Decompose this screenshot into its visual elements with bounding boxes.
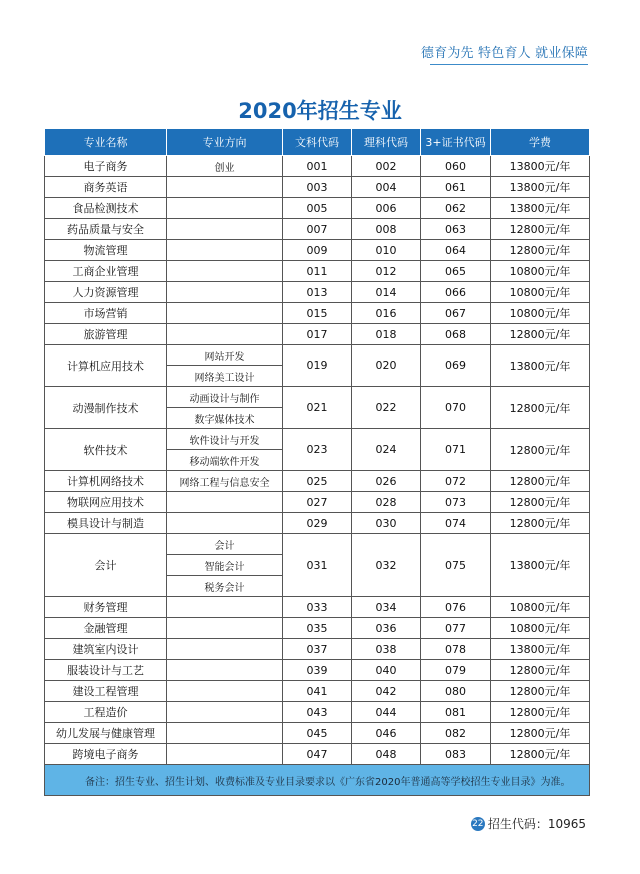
header-divider bbox=[430, 64, 588, 65]
major-name-cell: 市场营销 bbox=[45, 303, 167, 324]
arts-code-cell: 011 bbox=[283, 261, 352, 282]
fee-cell: 12800元/年 bbox=[491, 219, 590, 240]
cert-code-cell: 082 bbox=[421, 723, 491, 744]
major-name-cell: 建筑室内设计 bbox=[45, 639, 167, 660]
direction-cell bbox=[167, 282, 283, 303]
science-code-cell: 032 bbox=[352, 534, 421, 597]
cert-code-cell: 071 bbox=[421, 429, 491, 471]
direction-cell bbox=[167, 324, 283, 345]
direction-cell: 税务会计 bbox=[167, 576, 283, 597]
direction-cell bbox=[167, 702, 283, 723]
admission-code: 招生代码：10965 bbox=[487, 817, 586, 831]
major-name-cell: 商务英语 bbox=[45, 177, 167, 198]
arts-code-cell: 039 bbox=[283, 660, 352, 681]
table-row bbox=[45, 177, 590, 198]
cert-code-cell: 077 bbox=[421, 618, 491, 639]
fee-cell: 12800元/年 bbox=[491, 387, 590, 429]
major-name-cell: 计算机应用技术 bbox=[45, 345, 167, 387]
table-note: 备注：招生专业、招生计划、收费标准及专业目录要求以《广东省2020年普通高等学校招生专业目录》为准。 bbox=[45, 765, 590, 796]
table-body bbox=[45, 156, 590, 765]
table-row bbox=[45, 387, 590, 408]
direction-cell bbox=[167, 261, 283, 282]
direction-cell bbox=[167, 240, 283, 261]
table-row bbox=[45, 198, 590, 219]
direction-cell bbox=[167, 303, 283, 324]
direction-cell: 移动端软件开发 bbox=[167, 450, 283, 471]
major-name-cell: 电子商务 bbox=[45, 156, 167, 177]
cert-code-cell: 080 bbox=[421, 681, 491, 702]
table-row bbox=[45, 492, 590, 513]
table-row bbox=[45, 702, 590, 723]
arts-code-cell: 019 bbox=[283, 345, 352, 387]
cert-code-cell: 072 bbox=[421, 471, 491, 492]
cert-code-cell: 062 bbox=[421, 198, 491, 219]
col-header-arts-code: 文科代码 bbox=[283, 129, 352, 156]
science-code-cell: 006 bbox=[352, 198, 421, 219]
science-code-cell: 040 bbox=[352, 660, 421, 681]
fee-cell: 10800元/年 bbox=[491, 597, 590, 618]
science-code-cell: 020 bbox=[352, 345, 421, 387]
page-footer bbox=[471, 815, 586, 832]
table-row bbox=[45, 282, 590, 303]
cert-code-cell: 061 bbox=[421, 177, 491, 198]
fee-cell: 13800元/年 bbox=[491, 345, 590, 387]
table-row bbox=[45, 324, 590, 345]
fee-cell: 12800元/年 bbox=[491, 492, 590, 513]
direction-cell: 创业 bbox=[167, 156, 283, 177]
col-header-science-code: 理科代码 bbox=[352, 129, 421, 156]
major-name-cell: 物流管理 bbox=[45, 240, 167, 261]
col-header-fee: 学费 bbox=[491, 129, 590, 156]
science-code-cell: 002 bbox=[352, 156, 421, 177]
science-code-cell: 046 bbox=[352, 723, 421, 744]
major-name-cell: 模具设计与制造 bbox=[45, 513, 167, 534]
science-code-cell: 014 bbox=[352, 282, 421, 303]
direction-cell: 动画设计与制作 bbox=[167, 387, 283, 408]
fee-cell: 12800元/年 bbox=[491, 723, 590, 744]
science-code-cell: 008 bbox=[352, 219, 421, 240]
cert-code-cell: 067 bbox=[421, 303, 491, 324]
cert-code-cell: 078 bbox=[421, 639, 491, 660]
table-row bbox=[45, 261, 590, 282]
direction-cell bbox=[167, 177, 283, 198]
major-name-cell: 计算机网络技术 bbox=[45, 471, 167, 492]
col-header-cert-code: 3+证书代码 bbox=[421, 129, 491, 156]
cert-code-cell: 076 bbox=[421, 597, 491, 618]
cert-code-cell: 063 bbox=[421, 219, 491, 240]
fee-cell: 13800元/年 bbox=[491, 198, 590, 219]
arts-code-cell: 001 bbox=[283, 156, 352, 177]
science-code-cell: 044 bbox=[352, 702, 421, 723]
arts-code-cell: 017 bbox=[283, 324, 352, 345]
major-name-cell: 物联网应用技术 bbox=[45, 492, 167, 513]
arts-code-cell: 045 bbox=[283, 723, 352, 744]
science-code-cell: 030 bbox=[352, 513, 421, 534]
arts-code-cell: 025 bbox=[283, 471, 352, 492]
science-code-cell: 010 bbox=[352, 240, 421, 261]
direction-cell: 软件设计与开发 bbox=[167, 429, 283, 450]
direction-cell: 网站开发 bbox=[167, 345, 283, 366]
cert-code-cell: 081 bbox=[421, 702, 491, 723]
fee-cell: 12800元/年 bbox=[491, 429, 590, 471]
major-name-cell: 动漫制作技术 bbox=[45, 387, 167, 429]
fee-cell: 12800元/年 bbox=[491, 744, 590, 765]
cert-code-cell: 060 bbox=[421, 156, 491, 177]
note-row bbox=[45, 765, 590, 796]
direction-cell bbox=[167, 219, 283, 240]
table-row bbox=[45, 240, 590, 261]
arts-code-cell: 007 bbox=[283, 219, 352, 240]
table-row bbox=[45, 513, 590, 534]
direction-cell: 网络美工设计 bbox=[167, 366, 283, 387]
direction-cell: 智能会计 bbox=[167, 555, 283, 576]
fee-cell: 10800元/年 bbox=[491, 303, 590, 324]
major-name-cell: 软件技术 bbox=[45, 429, 167, 471]
table-row bbox=[45, 345, 590, 366]
science-code-cell: 024 bbox=[352, 429, 421, 471]
cert-code-cell: 075 bbox=[421, 534, 491, 597]
table-row bbox=[45, 723, 590, 744]
table-row bbox=[45, 156, 590, 177]
science-code-cell: 038 bbox=[352, 639, 421, 660]
table-row bbox=[45, 660, 590, 681]
cert-code-cell: 079 bbox=[421, 660, 491, 681]
science-code-cell: 016 bbox=[352, 303, 421, 324]
cert-code-cell: 068 bbox=[421, 324, 491, 345]
arts-code-cell: 031 bbox=[283, 534, 352, 597]
direction-cell bbox=[167, 744, 283, 765]
col-header-direction: 专业方向 bbox=[167, 129, 283, 156]
major-name-cell: 幼儿发展与健康管理 bbox=[45, 723, 167, 744]
cert-code-cell: 069 bbox=[421, 345, 491, 387]
major-name-cell: 建设工程管理 bbox=[45, 681, 167, 702]
table-row bbox=[45, 618, 590, 639]
direction-cell bbox=[167, 492, 283, 513]
fee-cell: 12800元/年 bbox=[491, 324, 590, 345]
table-row bbox=[45, 681, 590, 702]
science-code-cell: 034 bbox=[352, 597, 421, 618]
cert-code-cell: 074 bbox=[421, 513, 491, 534]
arts-code-cell: 043 bbox=[283, 702, 352, 723]
page-title: 2020年招生专业 bbox=[238, 99, 402, 123]
cert-code-cell: 064 bbox=[421, 240, 491, 261]
table-row bbox=[45, 219, 590, 240]
arts-code-cell: 021 bbox=[283, 387, 352, 429]
fee-cell: 10800元/年 bbox=[491, 618, 590, 639]
science-code-cell: 012 bbox=[352, 261, 421, 282]
table-row bbox=[45, 303, 590, 324]
cert-code-cell: 073 bbox=[421, 492, 491, 513]
direction-cell: 网络工程与信息安全 bbox=[167, 471, 283, 492]
direction-cell: 数字媒体技术 bbox=[167, 408, 283, 429]
direction-cell bbox=[167, 681, 283, 702]
direction-cell bbox=[167, 639, 283, 660]
cert-code-cell: 066 bbox=[421, 282, 491, 303]
major-name-cell: 食品检测技术 bbox=[45, 198, 167, 219]
table-header-row bbox=[45, 129, 590, 156]
major-name-cell: 药品质量与安全 bbox=[45, 219, 167, 240]
fee-cell: 12800元/年 bbox=[491, 471, 590, 492]
majors-table bbox=[44, 128, 590, 796]
arts-code-cell: 009 bbox=[283, 240, 352, 261]
arts-code-cell: 037 bbox=[283, 639, 352, 660]
direction-cell bbox=[167, 723, 283, 744]
science-code-cell: 004 bbox=[352, 177, 421, 198]
arts-code-cell: 013 bbox=[283, 282, 352, 303]
major-name-cell: 旅游管理 bbox=[45, 324, 167, 345]
table-row bbox=[45, 429, 590, 450]
science-code-cell: 048 bbox=[352, 744, 421, 765]
page-number-badge: 22 bbox=[472, 818, 484, 829]
direction-cell bbox=[167, 198, 283, 219]
major-name-cell: 工商企业管理 bbox=[45, 261, 167, 282]
fee-cell: 13800元/年 bbox=[491, 639, 590, 660]
major-name-cell: 人力资源管理 bbox=[45, 282, 167, 303]
arts-code-cell: 015 bbox=[283, 303, 352, 324]
arts-code-cell: 029 bbox=[283, 513, 352, 534]
major-name-cell: 金融管理 bbox=[45, 618, 167, 639]
major-name-cell: 工程造价 bbox=[45, 702, 167, 723]
science-code-cell: 036 bbox=[352, 618, 421, 639]
fee-cell: 12800元/年 bbox=[491, 660, 590, 681]
fee-cell: 13800元/年 bbox=[491, 534, 590, 597]
direction-cell bbox=[167, 660, 283, 681]
arts-code-cell: 047 bbox=[283, 744, 352, 765]
table-row bbox=[45, 597, 590, 618]
col-header-major: 专业名称 bbox=[45, 129, 167, 156]
fee-cell: 12800元/年 bbox=[491, 240, 590, 261]
science-code-cell: 026 bbox=[352, 471, 421, 492]
cert-code-cell: 070 bbox=[421, 387, 491, 429]
cert-code-cell: 065 bbox=[421, 261, 491, 282]
science-code-cell: 022 bbox=[352, 387, 421, 429]
major-name-cell: 跨境电子商务 bbox=[45, 744, 167, 765]
arts-code-cell: 033 bbox=[283, 597, 352, 618]
cert-code-cell: 083 bbox=[421, 744, 491, 765]
header-slogan: 德育为先 特色育人 就业保障 bbox=[420, 46, 588, 61]
direction-cell bbox=[167, 618, 283, 639]
arts-code-cell: 023 bbox=[283, 429, 352, 471]
arts-code-cell: 003 bbox=[283, 177, 352, 198]
table-row bbox=[45, 534, 590, 555]
fee-cell: 12800元/年 bbox=[491, 513, 590, 534]
science-code-cell: 028 bbox=[352, 492, 421, 513]
direction-cell bbox=[167, 597, 283, 618]
fee-cell: 13800元/年 bbox=[491, 177, 590, 198]
major-name-cell: 服装设计与工艺 bbox=[45, 660, 167, 681]
major-name-cell: 财务管理 bbox=[45, 597, 167, 618]
arts-code-cell: 027 bbox=[283, 492, 352, 513]
table-row bbox=[45, 639, 590, 660]
fee-cell: 10800元/年 bbox=[491, 282, 590, 303]
science-code-cell: 018 bbox=[352, 324, 421, 345]
major-name-cell: 会计 bbox=[45, 534, 167, 597]
fee-cell: 12800元/年 bbox=[491, 681, 590, 702]
fee-cell: 10800元/年 bbox=[491, 261, 590, 282]
fee-cell: 13800元/年 bbox=[491, 156, 590, 177]
fee-cell: 12800元/年 bbox=[491, 702, 590, 723]
arts-code-cell: 041 bbox=[283, 681, 352, 702]
direction-cell bbox=[167, 513, 283, 534]
table-row bbox=[45, 744, 590, 765]
arts-code-cell: 005 bbox=[283, 198, 352, 219]
direction-cell: 会计 bbox=[167, 534, 283, 555]
science-code-cell: 042 bbox=[352, 681, 421, 702]
arts-code-cell: 035 bbox=[283, 618, 352, 639]
table-row bbox=[45, 471, 590, 492]
